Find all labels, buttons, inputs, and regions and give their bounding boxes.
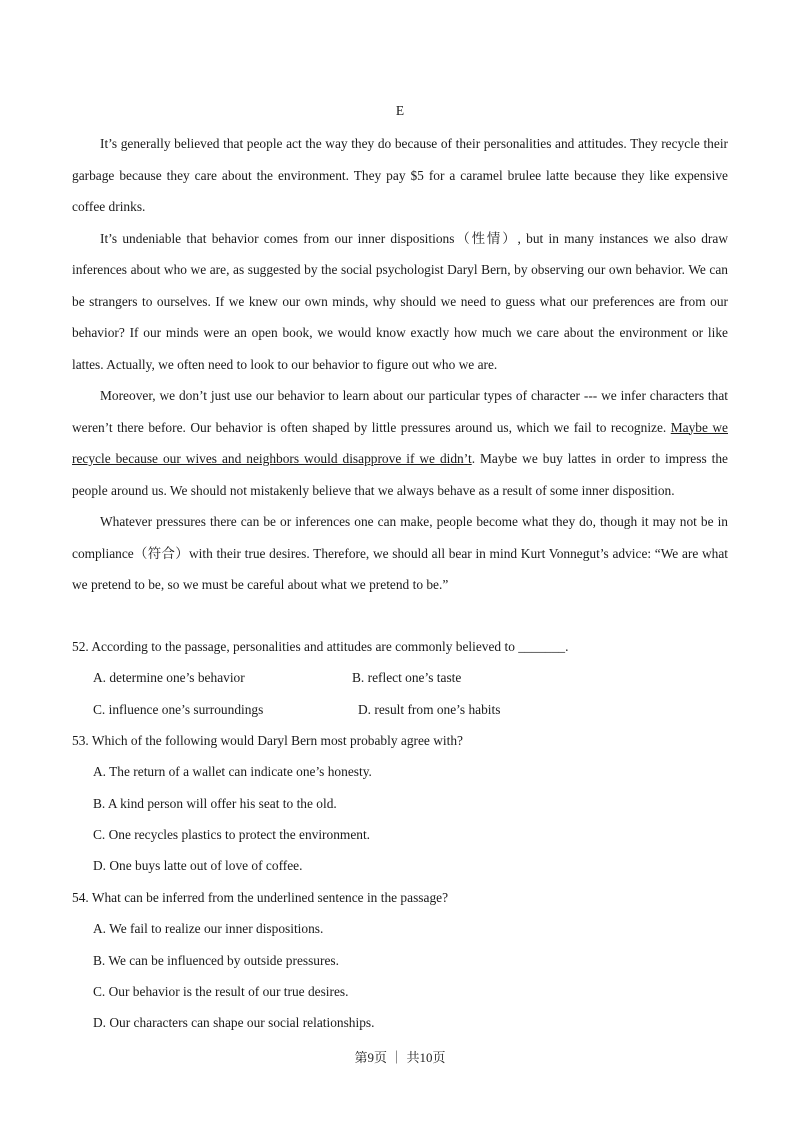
question-54-option-c: C. Our behavior is the result of our true desires. xyxy=(93,983,349,999)
question-53-option-b: B. A kind person will offer his seat to the old. xyxy=(93,795,337,811)
question-52-options-row-1 xyxy=(72,662,728,693)
question-54-option-d: D. Our characters can shape our social relationships. xyxy=(93,1015,375,1031)
question-54 xyxy=(72,882,728,1038)
passage-paragraph-1: It’s generally believed that people act the way they do because of their personalities and attitudes. They recycle their garbage because they care about the environment. They pay $5 for a caramel brulee latte because they like expensive coffee drinks. xyxy=(72,136,728,214)
question-54-option-a: A. We fail to realize our inner dispositions. xyxy=(93,921,324,937)
question-52-option-b: B. reflect one’s taste xyxy=(352,670,462,686)
question-52-stem: 52. According to the passage, personalities and attitudes are commonly believed to _______. xyxy=(72,639,569,654)
question-53-stem: 53. Which of the following would Daryl Bern most probably agree with? xyxy=(72,733,463,748)
question-52-option-d: D. result from one’s habits xyxy=(358,701,501,717)
section-label: E xyxy=(395,103,405,118)
paragraph-3-after: . Maybe we buy lattes in order to impress the people around us. We should not mistakenly believe that we always behave as a result of some inner disposition. xyxy=(72,451,728,498)
question-53-option-c: C. One recycles plastics to protect the environment. xyxy=(93,826,371,842)
question-54-option-b: B. We can be influenced by outside pressures. xyxy=(93,952,339,968)
passage-paragraph-3 xyxy=(72,380,728,506)
passage-paragraph-4: Whatever pressures there can be or inferences one can make, people become what they do, though it may not be in compliance（符合）with their true desires. Therefore, we should all bear in mind Kurt Vonnegut’s advice: “We are what we pretend to be, so we must be careful about what we pretend to be.” xyxy=(72,514,728,592)
question-52-options-row-2 xyxy=(72,694,728,725)
question-52-option-c: C. influence one’s surroundings xyxy=(93,701,264,717)
passage-paragraph-2: It’s undeniable that behavior comes from our inner dispositions（性情）, but in many instances we also draw inferences about who we are, as suggested by the social psychologist Daryl Bern, by observing our own behavior. We can be strangers to ourselves. If we knew our own minds, why should we need to guess what our preferences are from our behavior? If our minds were an open book, we would know exactly how much we care about the environment or like lattes. Actually, we often need to look to our behavior to figure out who we are. xyxy=(72,230,728,372)
question-53 xyxy=(72,725,728,881)
question-54-stem: 54. What can be inferred from the underlined sentence in the passage? xyxy=(72,890,449,905)
page-footer: 第9页 ｜ 共10页 xyxy=(354,1050,446,1065)
question-52 xyxy=(72,631,728,725)
question-53-option-a: A. The return of a wallet can indicate one’s honesty. xyxy=(93,764,372,780)
paragraph-3-before: Moreover, we don’t just use our behavior to learn about our particular types of character --- we infer characters that weren’t there before. Our behavior is often shaped by little pressures around us, which we fail to recognize. xyxy=(72,388,728,435)
question-52-option-a: A. determine one’s behavior xyxy=(93,670,245,686)
reading-passage xyxy=(72,128,728,601)
underlined-sentence: Maybe we recycle because our wives and neighbors would disapprove if we didn’t xyxy=(72,419,728,466)
question-53-option-d: D. One buys latte out of love of coffee. xyxy=(93,858,303,874)
